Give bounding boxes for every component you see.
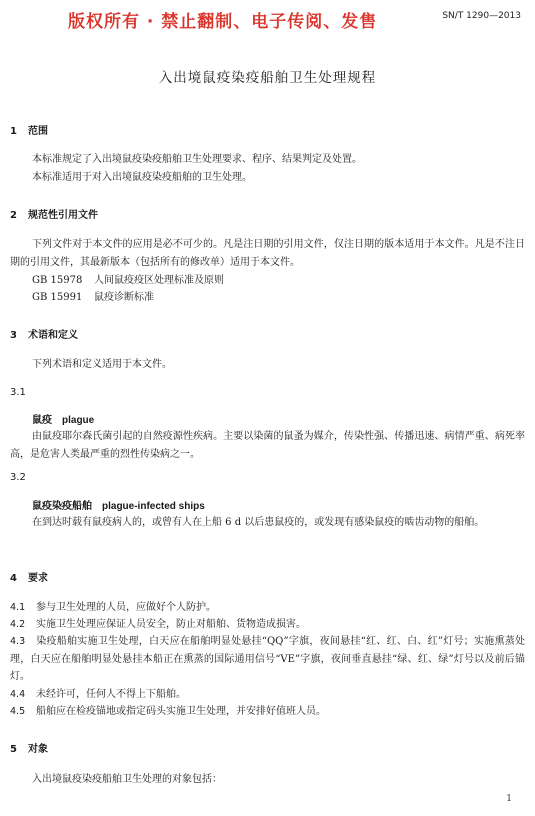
- reference-title: 鼠疫诊断标准: [94, 292, 154, 303]
- section-title: 要求: [28, 573, 48, 584]
- reference-item: [32, 289, 535, 307]
- term-number: 3.2: [10, 472, 26, 483]
- requirement-number: 4.3: [10, 636, 26, 647]
- requirement-number: 4.4: [10, 689, 26, 700]
- requirement-number: 4.2: [10, 619, 26, 630]
- standard-code: SN/T 1290—2013: [442, 11, 521, 21]
- requirement-text: 参与卫生处理的人员，应做好个人防护。: [36, 602, 216, 613]
- term-number: 3.1: [10, 387, 26, 398]
- requirement-text: 染疫船舶实施卫生处理，白天应在船舶明显处悬挂“QQ”字旗，夜间悬挂“红、红、白、红”灯号；实施熏蒸处理，白天应在船舶明显处悬挂本船正在熏蒸的国际通用信号“VE”字旗，夜间垂直悬挂“绿、红、绿”灯号以及前后锚灯。: [10, 636, 525, 682]
- section-3-heading: [10, 326, 78, 341]
- section-title: 术语和定义: [28, 330, 78, 341]
- reference-code: GB 15978: [32, 275, 83, 286]
- reference-item: [32, 272, 535, 290]
- section-5-intro: 入出境鼠疫染疫船舶卫生处理的对象包括：: [32, 774, 222, 785]
- requirement-item: [10, 633, 525, 686]
- term-chinese: 鼠疫染疫船舶: [32, 501, 92, 512]
- copyright-watermark: 版权所有 · 禁止翻制、电子传阅、发售: [68, 12, 378, 32]
- section-number: 5: [10, 744, 17, 755]
- requirement-number: 4.1: [10, 602, 26, 613]
- requirement-item: [10, 599, 525, 617]
- term-chinese: 鼠疫: [32, 415, 52, 426]
- requirement-text: 实施卫生处理应保证人员安全，防止对船舶、货物造成损害。: [36, 619, 306, 630]
- section-number: 3: [10, 330, 17, 341]
- section-3-intro: 下列术语和定义适用于本文件。: [32, 359, 172, 370]
- term-heading: [32, 411, 94, 426]
- term-english: plague: [62, 415, 95, 426]
- requirement-item: [10, 616, 525, 634]
- document-title: 入出境鼠疫染疫船舶卫生处理规程: [158, 70, 377, 86]
- reference-title: 人间鼠疫疫区处理标准及原则: [94, 275, 224, 286]
- term-definition: 在到达时载有鼠疫病人的，或曾有人在上船 6 d 以后患鼠疫的，或发现有感染鼠疫的啮齿动物的船舶。: [32, 517, 485, 528]
- section-5-heading: [10, 740, 48, 755]
- section-2-heading: [10, 206, 98, 221]
- section-number: 4: [10, 573, 17, 584]
- page-number: 1: [506, 794, 512, 804]
- section-2-intro: 下列文件对于本文件的应用是必不可少的。凡是注日期的引用文件，仅注日期的版本适用于本文件。凡是不注日期的引用文件，其最新版本（包括所有的修改单）适用于本文件。: [10, 239, 525, 268]
- section-title: 规范性引用文件: [28, 210, 98, 221]
- requirement-text: 未经许可，任何人不得上下船舶。: [36, 689, 186, 700]
- requirement-number: 4.5: [10, 706, 26, 717]
- reference-code: GB 15991: [32, 292, 83, 303]
- requirement-item: [10, 686, 525, 704]
- requirement-item: [10, 703, 525, 721]
- section-number: 1: [10, 126, 17, 137]
- requirement-text: 船舶应在检疫锚地或指定码头实施卫生处理，并安排好值班人员。: [36, 706, 326, 717]
- term-english: plague-infected ships: [102, 501, 205, 512]
- section-4-heading: [10, 569, 48, 584]
- section-1-paragraph: 本标准适用于对入出境鼠疫染疫船舶的卫生处理。: [32, 172, 252, 183]
- section-title: 对象: [28, 744, 48, 755]
- section-1-paragraph: 本标准规定了入出境鼠疫染疫船舶卫生处理要求、程序、结果判定及处置。: [32, 154, 362, 165]
- section-1-heading: [10, 122, 48, 137]
- section-title: 范围: [28, 126, 48, 137]
- section-number: 2: [10, 210, 17, 221]
- term-definition: 由鼠疫耶尔森氏菌引起的自然疫源性疾病。主要以染菌的鼠蚤为媒介，传染性强、传播迅速、病情严重、病死率高，是危害人类最严重的烈性传染病之一。: [10, 431, 525, 460]
- term-heading: [32, 497, 205, 512]
